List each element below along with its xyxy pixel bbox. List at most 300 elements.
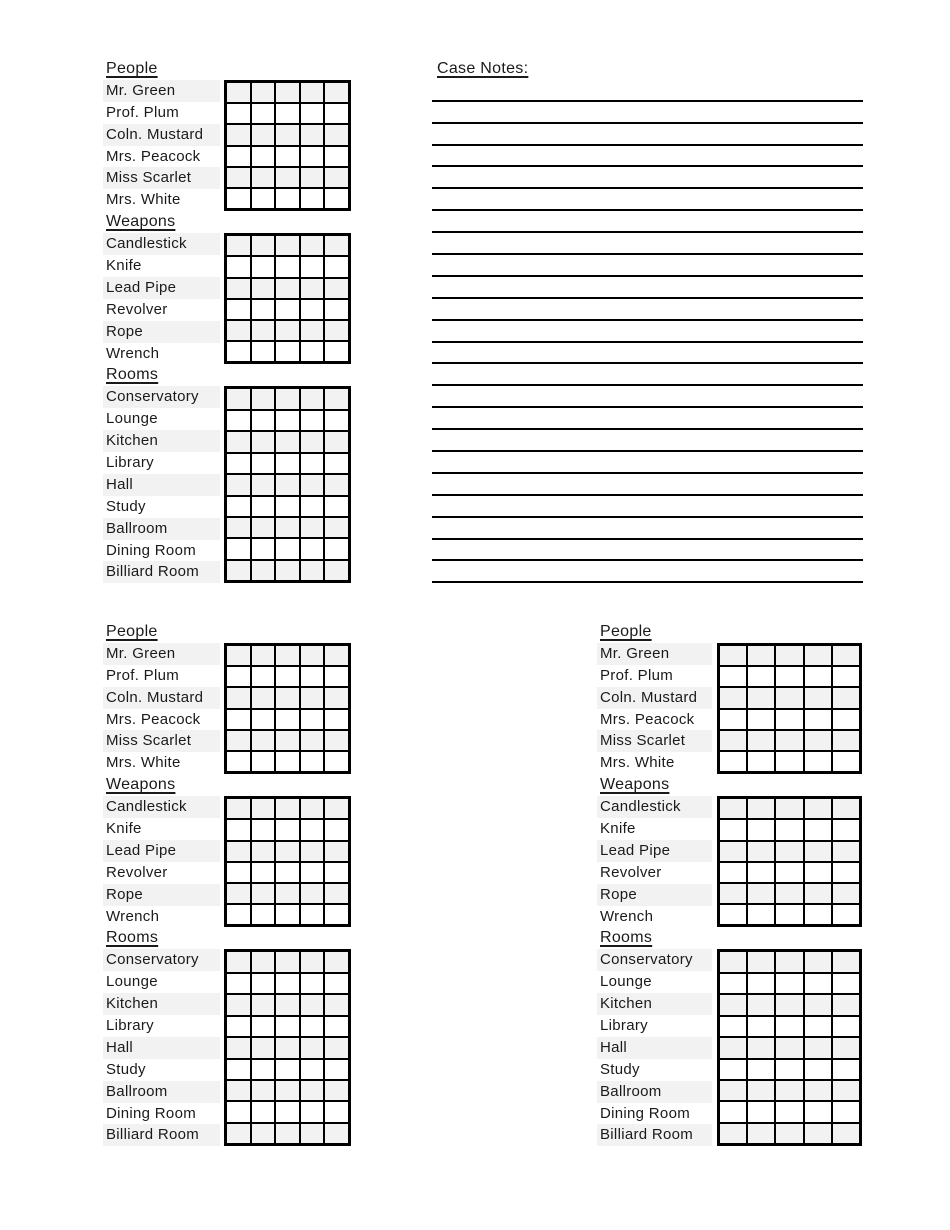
checkbox-cell-rooms-r1-c2[interactable] bbox=[251, 951, 276, 972]
checkbox-cell-rooms-r4-c4[interactable] bbox=[300, 453, 325, 474]
checkbox-cell-people-r2-c2[interactable] bbox=[747, 666, 775, 687]
checkbox-cell-rooms-r9-c5[interactable] bbox=[832, 1123, 860, 1144]
checkbox-cell-rooms-r8-c2[interactable] bbox=[251, 1101, 276, 1122]
checkbox-cell-people-r2-c3[interactable] bbox=[775, 666, 803, 687]
checkbox-cell-weapons-r6-c2[interactable] bbox=[747, 904, 775, 925]
checkbox-cell-rooms-r5-c2[interactable] bbox=[747, 1037, 775, 1058]
checkbox-cell-rooms-r6-c3[interactable] bbox=[275, 496, 300, 517]
checkbox-cell-weapons-r4-c4[interactable] bbox=[300, 299, 325, 320]
checkbox-cell-rooms-r4-c5[interactable] bbox=[832, 1016, 860, 1037]
checkbox-cell-rooms-r1-c5[interactable] bbox=[832, 951, 860, 972]
checkbox-cell-rooms-r1-c5[interactable] bbox=[324, 388, 349, 409]
checkbox-cell-weapons-r3-c1[interactable] bbox=[719, 841, 747, 862]
checkbox-cell-rooms-r9-c4[interactable] bbox=[300, 1123, 325, 1144]
checkbox-cell-rooms-r3-c1[interactable] bbox=[226, 431, 251, 452]
checkbox-cell-weapons-r5-c1[interactable] bbox=[226, 320, 251, 341]
checkbox-cell-people-r5-c4[interactable] bbox=[300, 730, 325, 751]
checkbox-cell-people-r1-c1[interactable] bbox=[226, 645, 251, 666]
checkbox-cell-people-r3-c3[interactable] bbox=[775, 687, 803, 708]
checkbox-cell-weapons-r5-c5[interactable] bbox=[324, 320, 349, 341]
checkbox-cell-people-r4-c1[interactable] bbox=[226, 146, 251, 167]
checkbox-cell-weapons-r5-c4[interactable] bbox=[300, 320, 325, 341]
checkbox-cell-people-r6-c3[interactable] bbox=[275, 188, 300, 209]
checkbox-cell-rooms-r8-c5[interactable] bbox=[324, 1101, 349, 1122]
checkbox-cell-rooms-r2-c3[interactable] bbox=[775, 973, 803, 994]
checkbox-cell-weapons-r1-c5[interactable] bbox=[324, 798, 349, 819]
checkbox-cell-people-r5-c1[interactable] bbox=[719, 730, 747, 751]
checkbox-cell-weapons-r4-c5[interactable] bbox=[324, 299, 349, 320]
checkbox-cell-rooms-r8-c3[interactable] bbox=[775, 1101, 803, 1122]
checkbox-cell-rooms-r9-c4[interactable] bbox=[300, 560, 325, 581]
checkbox-cell-rooms-r8-c3[interactable] bbox=[275, 538, 300, 559]
checkbox-cell-rooms-r2-c2[interactable] bbox=[747, 973, 775, 994]
checkbox-cell-rooms-r8-c4[interactable] bbox=[300, 1101, 325, 1122]
checkbox-cell-rooms-r2-c4[interactable] bbox=[300, 973, 325, 994]
checkbox-cell-people-r6-c1[interactable] bbox=[226, 751, 251, 772]
checkbox-cell-weapons-r3-c2[interactable] bbox=[747, 841, 775, 862]
checkbox-cell-rooms-r7-c5[interactable] bbox=[324, 517, 349, 538]
checkbox-cell-people-r1-c3[interactable] bbox=[275, 82, 300, 103]
checkbox-cell-weapons-r3-c2[interactable] bbox=[251, 278, 276, 299]
checkbox-cell-weapons-r3-c1[interactable] bbox=[226, 841, 251, 862]
checkbox-cell-weapons-r3-c4[interactable] bbox=[804, 841, 832, 862]
checkbox-cell-weapons-r4-c1[interactable] bbox=[226, 862, 251, 883]
checkbox-cell-people-r3-c3[interactable] bbox=[275, 124, 300, 145]
checkbox-cell-rooms-r6-c3[interactable] bbox=[775, 1059, 803, 1080]
checkbox-cell-rooms-r9-c2[interactable] bbox=[251, 560, 276, 581]
checkbox-cell-rooms-r8-c3[interactable] bbox=[275, 1101, 300, 1122]
checkbox-cell-weapons-r5-c2[interactable] bbox=[747, 883, 775, 904]
checkbox-cell-weapons-r4-c2[interactable] bbox=[251, 862, 276, 883]
checkbox-cell-weapons-r1-c1[interactable] bbox=[719, 798, 747, 819]
checkbox-cell-people-r5-c5[interactable] bbox=[832, 730, 860, 751]
checkbox-cell-people-r4-c3[interactable] bbox=[275, 709, 300, 730]
checkbox-cell-people-r1-c5[interactable] bbox=[832, 645, 860, 666]
checkbox-cell-people-r1-c3[interactable] bbox=[775, 645, 803, 666]
checkbox-cell-rooms-r2-c1[interactable] bbox=[226, 410, 251, 431]
checkbox-cell-people-r1-c5[interactable] bbox=[324, 82, 349, 103]
checkbox-cell-people-r2-c5[interactable] bbox=[832, 666, 860, 687]
checkbox-cell-rooms-r7-c1[interactable] bbox=[226, 517, 251, 538]
checkbox-cell-rooms-r6-c5[interactable] bbox=[832, 1059, 860, 1080]
checkbox-cell-weapons-r1-c4[interactable] bbox=[300, 235, 325, 256]
checkbox-cell-rooms-r3-c5[interactable] bbox=[324, 431, 349, 452]
checkbox-cell-weapons-r4-c1[interactable] bbox=[226, 299, 251, 320]
checkbox-cell-rooms-r3-c3[interactable] bbox=[275, 994, 300, 1015]
checkbox-cell-rooms-r6-c2[interactable] bbox=[251, 1059, 276, 1080]
checkbox-cell-people-r5-c2[interactable] bbox=[251, 730, 276, 751]
checkbox-cell-rooms-r2-c4[interactable] bbox=[804, 973, 832, 994]
checkbox-cell-rooms-r4-c3[interactable] bbox=[775, 1016, 803, 1037]
checkbox-cell-people-r2-c2[interactable] bbox=[251, 666, 276, 687]
checkbox-cell-weapons-r2-c5[interactable] bbox=[324, 819, 349, 840]
checkbox-cell-rooms-r4-c3[interactable] bbox=[275, 453, 300, 474]
checkbox-cell-rooms-r8-c2[interactable] bbox=[251, 538, 276, 559]
checkbox-cell-weapons-r6-c4[interactable] bbox=[804, 904, 832, 925]
checkbox-cell-people-r1-c2[interactable] bbox=[251, 82, 276, 103]
checkbox-cell-rooms-r8-c1[interactable] bbox=[719, 1101, 747, 1122]
checkbox-cell-people-r4-c2[interactable] bbox=[747, 709, 775, 730]
checkbox-cell-weapons-r3-c5[interactable] bbox=[324, 278, 349, 299]
checkbox-cell-people-r4-c5[interactable] bbox=[324, 146, 349, 167]
checkbox-cell-rooms-r7-c2[interactable] bbox=[251, 1080, 276, 1101]
checkbox-cell-weapons-r2-c3[interactable] bbox=[775, 819, 803, 840]
checkbox-cell-rooms-r7-c3[interactable] bbox=[775, 1080, 803, 1101]
checkbox-cell-weapons-r1-c3[interactable] bbox=[275, 798, 300, 819]
checkbox-cell-weapons-r1-c3[interactable] bbox=[775, 798, 803, 819]
checkbox-cell-people-r2-c1[interactable] bbox=[226, 103, 251, 124]
checkbox-cell-people-r4-c4[interactable] bbox=[300, 709, 325, 730]
checkbox-cell-weapons-r1-c4[interactable] bbox=[804, 798, 832, 819]
checkbox-cell-weapons-r6-c1[interactable] bbox=[226, 341, 251, 362]
checkbox-cell-people-r6-c2[interactable] bbox=[251, 188, 276, 209]
checkbox-cell-rooms-r5-c5[interactable] bbox=[324, 1037, 349, 1058]
checkbox-cell-rooms-r2-c1[interactable] bbox=[226, 973, 251, 994]
checkbox-cell-people-r3-c5[interactable] bbox=[324, 687, 349, 708]
checkbox-cell-weapons-r3-c5[interactable] bbox=[324, 841, 349, 862]
checkbox-cell-rooms-r7-c4[interactable] bbox=[804, 1080, 832, 1101]
checkbox-cell-weapons-r1-c5[interactable] bbox=[324, 235, 349, 256]
checkbox-cell-rooms-r2-c3[interactable] bbox=[275, 973, 300, 994]
checkbox-cell-rooms-r5-c3[interactable] bbox=[275, 474, 300, 495]
checkbox-cell-rooms-r1-c3[interactable] bbox=[775, 951, 803, 972]
checkbox-cell-people-r6-c5[interactable] bbox=[832, 751, 860, 772]
checkbox-cell-weapons-r5-c1[interactable] bbox=[226, 883, 251, 904]
checkbox-cell-weapons-r3-c4[interactable] bbox=[300, 841, 325, 862]
checkbox-cell-people-r3-c5[interactable] bbox=[832, 687, 860, 708]
checkbox-cell-people-r1-c1[interactable] bbox=[226, 82, 251, 103]
checkbox-cell-weapons-r2-c4[interactable] bbox=[300, 819, 325, 840]
checkbox-cell-rooms-r1-c5[interactable] bbox=[324, 951, 349, 972]
checkbox-cell-rooms-r9-c1[interactable] bbox=[719, 1123, 747, 1144]
checkbox-cell-weapons-r1-c5[interactable] bbox=[832, 798, 860, 819]
checkbox-cell-people-r1-c2[interactable] bbox=[747, 645, 775, 666]
checkbox-cell-rooms-r9-c4[interactable] bbox=[804, 1123, 832, 1144]
checkbox-cell-weapons-r2-c2[interactable] bbox=[251, 256, 276, 277]
checkbox-cell-rooms-r1-c4[interactable] bbox=[300, 388, 325, 409]
checkbox-cell-weapons-r5-c1[interactable] bbox=[719, 883, 747, 904]
checkbox-cell-rooms-r1-c1[interactable] bbox=[226, 388, 251, 409]
checkbox-cell-rooms-r6-c4[interactable] bbox=[300, 496, 325, 517]
checkbox-cell-weapons-r4-c2[interactable] bbox=[251, 299, 276, 320]
checkbox-cell-people-r1-c4[interactable] bbox=[300, 645, 325, 666]
checkbox-cell-rooms-r7-c4[interactable] bbox=[300, 1080, 325, 1101]
checkbox-cell-people-r3-c2[interactable] bbox=[251, 124, 276, 145]
checkbox-cell-rooms-r2-c2[interactable] bbox=[251, 410, 276, 431]
checkbox-cell-people-r2-c4[interactable] bbox=[300, 103, 325, 124]
checkbox-cell-people-r3-c3[interactable] bbox=[275, 687, 300, 708]
checkbox-cell-rooms-r7-c2[interactable] bbox=[747, 1080, 775, 1101]
checkbox-cell-rooms-r3-c2[interactable] bbox=[251, 431, 276, 452]
checkbox-cell-weapons-r4-c1[interactable] bbox=[719, 862, 747, 883]
checkbox-cell-weapons-r4-c2[interactable] bbox=[747, 862, 775, 883]
checkbox-cell-people-r1-c4[interactable] bbox=[300, 82, 325, 103]
checkbox-cell-weapons-r5-c3[interactable] bbox=[275, 883, 300, 904]
checkbox-cell-rooms-r5-c1[interactable] bbox=[719, 1037, 747, 1058]
checkbox-cell-people-r2-c3[interactable] bbox=[275, 666, 300, 687]
checkbox-cell-rooms-r4-c5[interactable] bbox=[324, 1016, 349, 1037]
checkbox-cell-people-r2-c4[interactable] bbox=[804, 666, 832, 687]
checkbox-cell-rooms-r8-c1[interactable] bbox=[226, 538, 251, 559]
checkbox-cell-rooms-r2-c4[interactable] bbox=[300, 410, 325, 431]
checkbox-cell-weapons-r6-c3[interactable] bbox=[775, 904, 803, 925]
checkbox-cell-weapons-r1-c2[interactable] bbox=[251, 798, 276, 819]
checkbox-cell-weapons-r3-c1[interactable] bbox=[226, 278, 251, 299]
checkbox-cell-rooms-r5-c5[interactable] bbox=[324, 474, 349, 495]
checkbox-cell-rooms-r5-c1[interactable] bbox=[226, 1037, 251, 1058]
checkbox-cell-weapons-r4-c3[interactable] bbox=[775, 862, 803, 883]
checkbox-cell-people-r4-c1[interactable] bbox=[719, 709, 747, 730]
checkbox-cell-people-r3-c4[interactable] bbox=[300, 687, 325, 708]
checkbox-cell-weapons-r4-c4[interactable] bbox=[804, 862, 832, 883]
checkbox-cell-rooms-r7-c1[interactable] bbox=[719, 1080, 747, 1101]
checkbox-cell-rooms-r5-c3[interactable] bbox=[775, 1037, 803, 1058]
checkbox-cell-weapons-r6-c5[interactable] bbox=[324, 341, 349, 362]
checkbox-cell-people-r5-c2[interactable] bbox=[251, 167, 276, 188]
checkbox-cell-weapons-r6-c3[interactable] bbox=[275, 904, 300, 925]
checkbox-cell-people-r1-c2[interactable] bbox=[251, 645, 276, 666]
checkbox-cell-people-r6-c5[interactable] bbox=[324, 751, 349, 772]
checkbox-cell-weapons-r5-c3[interactable] bbox=[275, 320, 300, 341]
checkbox-cell-weapons-r4-c3[interactable] bbox=[275, 862, 300, 883]
checkbox-cell-rooms-r3-c2[interactable] bbox=[747, 994, 775, 1015]
checkbox-cell-people-r4-c2[interactable] bbox=[251, 709, 276, 730]
checkbox-cell-people-r5-c5[interactable] bbox=[324, 167, 349, 188]
checkbox-cell-rooms-r1-c4[interactable] bbox=[804, 951, 832, 972]
checkbox-cell-weapons-r2-c1[interactable] bbox=[719, 819, 747, 840]
checkbox-cell-rooms-r4-c4[interactable] bbox=[804, 1016, 832, 1037]
checkbox-cell-people-r4-c3[interactable] bbox=[775, 709, 803, 730]
checkbox-cell-rooms-r2-c5[interactable] bbox=[324, 410, 349, 431]
checkbox-cell-rooms-r4-c1[interactable] bbox=[226, 1016, 251, 1037]
checkbox-cell-people-r6-c2[interactable] bbox=[747, 751, 775, 772]
checkbox-cell-rooms-r9-c1[interactable] bbox=[226, 1123, 251, 1144]
checkbox-cell-rooms-r6-c4[interactable] bbox=[300, 1059, 325, 1080]
checkbox-cell-people-r3-c1[interactable] bbox=[226, 124, 251, 145]
checkbox-cell-people-r3-c4[interactable] bbox=[804, 687, 832, 708]
checkbox-cell-weapons-r5-c3[interactable] bbox=[775, 883, 803, 904]
checkbox-cell-people-r5-c4[interactable] bbox=[300, 167, 325, 188]
checkbox-cell-people-r6-c2[interactable] bbox=[251, 751, 276, 772]
checkbox-cell-weapons-r6-c4[interactable] bbox=[300, 904, 325, 925]
checkbox-cell-rooms-r5-c4[interactable] bbox=[300, 474, 325, 495]
checkbox-cell-weapons-r6-c1[interactable] bbox=[719, 904, 747, 925]
checkbox-cell-rooms-r9-c5[interactable] bbox=[324, 1123, 349, 1144]
checkbox-cell-rooms-r9-c1[interactable] bbox=[226, 560, 251, 581]
checkbox-cell-people-r6-c5[interactable] bbox=[324, 188, 349, 209]
checkbox-cell-people-r5-c2[interactable] bbox=[747, 730, 775, 751]
checkbox-cell-rooms-r4-c2[interactable] bbox=[251, 1016, 276, 1037]
checkbox-cell-people-r3-c1[interactable] bbox=[226, 687, 251, 708]
checkbox-cell-people-r2-c2[interactable] bbox=[251, 103, 276, 124]
checkbox-cell-rooms-r9-c2[interactable] bbox=[747, 1123, 775, 1144]
checkbox-cell-rooms-r1-c2[interactable] bbox=[747, 951, 775, 972]
checkbox-cell-weapons-r5-c2[interactable] bbox=[251, 883, 276, 904]
checkbox-cell-people-r3-c2[interactable] bbox=[251, 687, 276, 708]
checkbox-cell-weapons-r5-c5[interactable] bbox=[324, 883, 349, 904]
checkbox-cell-rooms-r3-c3[interactable] bbox=[775, 994, 803, 1015]
checkbox-cell-people-r3-c2[interactable] bbox=[747, 687, 775, 708]
checkbox-cell-people-r6-c4[interactable] bbox=[300, 751, 325, 772]
checkbox-cell-people-r1-c3[interactable] bbox=[275, 645, 300, 666]
checkbox-cell-rooms-r7-c2[interactable] bbox=[251, 517, 276, 538]
checkbox-cell-rooms-r8-c2[interactable] bbox=[747, 1101, 775, 1122]
checkbox-cell-people-r2-c1[interactable] bbox=[226, 666, 251, 687]
checkbox-cell-weapons-r6-c2[interactable] bbox=[251, 341, 276, 362]
checkbox-cell-rooms-r5-c1[interactable] bbox=[226, 474, 251, 495]
checkbox-cell-weapons-r6-c1[interactable] bbox=[226, 904, 251, 925]
checkbox-cell-weapons-r3-c2[interactable] bbox=[251, 841, 276, 862]
checkbox-cell-rooms-r9-c3[interactable] bbox=[275, 560, 300, 581]
checkbox-cell-rooms-r3-c4[interactable] bbox=[300, 431, 325, 452]
checkbox-cell-rooms-r5-c4[interactable] bbox=[804, 1037, 832, 1058]
checkbox-cell-weapons-r2-c5[interactable] bbox=[324, 256, 349, 277]
checkbox-cell-rooms-r8-c1[interactable] bbox=[226, 1101, 251, 1122]
checkbox-cell-people-r1-c1[interactable] bbox=[719, 645, 747, 666]
checkbox-cell-weapons-r2-c5[interactable] bbox=[832, 819, 860, 840]
checkbox-cell-people-r2-c1[interactable] bbox=[719, 666, 747, 687]
checkbox-cell-people-r4-c3[interactable] bbox=[275, 146, 300, 167]
checkbox-cell-rooms-r5-c4[interactable] bbox=[300, 1037, 325, 1058]
checkbox-cell-rooms-r7-c5[interactable] bbox=[324, 1080, 349, 1101]
checkbox-cell-people-r3-c4[interactable] bbox=[300, 124, 325, 145]
checkbox-cell-people-r6-c1[interactable] bbox=[719, 751, 747, 772]
checkbox-cell-rooms-r7-c3[interactable] bbox=[275, 517, 300, 538]
checkbox-cell-rooms-r4-c1[interactable] bbox=[719, 1016, 747, 1037]
checkbox-cell-rooms-r3-c3[interactable] bbox=[275, 431, 300, 452]
checkbox-cell-rooms-r1-c3[interactable] bbox=[275, 388, 300, 409]
checkbox-cell-weapons-r3-c3[interactable] bbox=[775, 841, 803, 862]
checkbox-cell-rooms-r1-c2[interactable] bbox=[251, 388, 276, 409]
checkbox-cell-rooms-r3-c5[interactable] bbox=[324, 994, 349, 1015]
checkbox-cell-weapons-r2-c2[interactable] bbox=[251, 819, 276, 840]
checkbox-cell-weapons-r6-c4[interactable] bbox=[300, 341, 325, 362]
checkbox-cell-weapons-r4-c5[interactable] bbox=[324, 862, 349, 883]
checkbox-cell-people-r4-c4[interactable] bbox=[300, 146, 325, 167]
checkbox-cell-rooms-r9-c2[interactable] bbox=[251, 1123, 276, 1144]
checkbox-cell-weapons-r3-c5[interactable] bbox=[832, 841, 860, 862]
checkbox-cell-weapons-r2-c3[interactable] bbox=[275, 256, 300, 277]
checkbox-cell-rooms-r1-c1[interactable] bbox=[719, 951, 747, 972]
checkbox-cell-weapons-r4-c5[interactable] bbox=[832, 862, 860, 883]
checkbox-cell-people-r4-c5[interactable] bbox=[324, 709, 349, 730]
checkbox-cell-rooms-r6-c2[interactable] bbox=[251, 496, 276, 517]
checkbox-cell-weapons-r4-c3[interactable] bbox=[275, 299, 300, 320]
checkbox-cell-people-r5-c3[interactable] bbox=[275, 167, 300, 188]
checkbox-cell-rooms-r9-c5[interactable] bbox=[324, 560, 349, 581]
checkbox-cell-weapons-r1-c4[interactable] bbox=[300, 798, 325, 819]
checkbox-cell-rooms-r9-c3[interactable] bbox=[275, 1123, 300, 1144]
checkbox-cell-people-r4-c5[interactable] bbox=[832, 709, 860, 730]
checkbox-cell-weapons-r2-c4[interactable] bbox=[300, 256, 325, 277]
checkbox-cell-people-r5-c1[interactable] bbox=[226, 167, 251, 188]
checkbox-cell-people-r1-c5[interactable] bbox=[324, 645, 349, 666]
checkbox-cell-people-r5-c4[interactable] bbox=[804, 730, 832, 751]
checkbox-cell-people-r5-c5[interactable] bbox=[324, 730, 349, 751]
checkbox-cell-weapons-r1-c3[interactable] bbox=[275, 235, 300, 256]
checkbox-cell-weapons-r1-c2[interactable] bbox=[251, 235, 276, 256]
checkbox-cell-weapons-r2-c3[interactable] bbox=[275, 819, 300, 840]
checkbox-cell-people-r6-c3[interactable] bbox=[775, 751, 803, 772]
checkbox-cell-rooms-r6-c5[interactable] bbox=[324, 1059, 349, 1080]
checkbox-cell-weapons-r6-c2[interactable] bbox=[251, 904, 276, 925]
checkbox-cell-people-r5-c1[interactable] bbox=[226, 730, 251, 751]
checkbox-cell-rooms-r8-c4[interactable] bbox=[804, 1101, 832, 1122]
checkbox-cell-weapons-r1-c1[interactable] bbox=[226, 798, 251, 819]
checkbox-cell-people-r1-c4[interactable] bbox=[804, 645, 832, 666]
checkbox-cell-rooms-r8-c4[interactable] bbox=[300, 538, 325, 559]
checkbox-cell-weapons-r1-c1[interactable] bbox=[226, 235, 251, 256]
checkbox-cell-weapons-r2-c2[interactable] bbox=[747, 819, 775, 840]
checkbox-cell-rooms-r7-c5[interactable] bbox=[832, 1080, 860, 1101]
checkbox-cell-rooms-r3-c1[interactable] bbox=[719, 994, 747, 1015]
checkbox-cell-rooms-r3-c2[interactable] bbox=[251, 994, 276, 1015]
checkbox-cell-rooms-r6-c1[interactable] bbox=[226, 1059, 251, 1080]
checkbox-cell-rooms-r2-c5[interactable] bbox=[832, 973, 860, 994]
checkbox-cell-weapons-r5-c4[interactable] bbox=[300, 883, 325, 904]
checkbox-cell-rooms-r6-c2[interactable] bbox=[747, 1059, 775, 1080]
checkbox-cell-rooms-r2-c2[interactable] bbox=[251, 973, 276, 994]
checkbox-cell-rooms-r5-c3[interactable] bbox=[275, 1037, 300, 1058]
checkbox-cell-rooms-r4-c2[interactable] bbox=[747, 1016, 775, 1037]
checkbox-cell-rooms-r5-c2[interactable] bbox=[251, 1037, 276, 1058]
checkbox-cell-weapons-r3-c3[interactable] bbox=[275, 278, 300, 299]
checkbox-cell-people-r2-c5[interactable] bbox=[324, 666, 349, 687]
checkbox-cell-weapons-r6-c3[interactable] bbox=[275, 341, 300, 362]
checkbox-cell-people-r4-c1[interactable] bbox=[226, 709, 251, 730]
checkbox-cell-people-r4-c4[interactable] bbox=[804, 709, 832, 730]
checkbox-cell-people-r6-c3[interactable] bbox=[275, 751, 300, 772]
checkbox-cell-people-r5-c3[interactable] bbox=[775, 730, 803, 751]
checkbox-cell-rooms-r3-c1[interactable] bbox=[226, 994, 251, 1015]
checkbox-cell-rooms-r3-c5[interactable] bbox=[832, 994, 860, 1015]
checkbox-cell-weapons-r6-c5[interactable] bbox=[832, 904, 860, 925]
checkbox-cell-rooms-r5-c5[interactable] bbox=[832, 1037, 860, 1058]
checkbox-cell-people-r2-c4[interactable] bbox=[300, 666, 325, 687]
checkbox-cell-rooms-r6-c5[interactable] bbox=[324, 496, 349, 517]
checkbox-cell-weapons-r2-c1[interactable] bbox=[226, 256, 251, 277]
checkbox-cell-weapons-r5-c4[interactable] bbox=[804, 883, 832, 904]
checkbox-cell-rooms-r3-c4[interactable] bbox=[804, 994, 832, 1015]
checkbox-cell-people-r3-c5[interactable] bbox=[324, 124, 349, 145]
checkbox-cell-weapons-r3-c4[interactable] bbox=[300, 278, 325, 299]
checkbox-cell-weapons-r2-c1[interactable] bbox=[226, 819, 251, 840]
checkbox-cell-rooms-r1-c1[interactable] bbox=[226, 951, 251, 972]
checkbox-cell-people-r4-c2[interactable] bbox=[251, 146, 276, 167]
checkbox-cell-rooms-r4-c5[interactable] bbox=[324, 453, 349, 474]
checkbox-cell-weapons-r4-c4[interactable] bbox=[300, 862, 325, 883]
checkbox-cell-people-r6-c4[interactable] bbox=[300, 188, 325, 209]
checkbox-cell-rooms-r1-c3[interactable] bbox=[275, 951, 300, 972]
checkbox-cell-rooms-r4-c1[interactable] bbox=[226, 453, 251, 474]
checkbox-cell-rooms-r8-c5[interactable] bbox=[832, 1101, 860, 1122]
checkbox-cell-rooms-r7-c4[interactable] bbox=[300, 517, 325, 538]
checkbox-cell-rooms-r6-c1[interactable] bbox=[719, 1059, 747, 1080]
checkbox-cell-rooms-r8-c5[interactable] bbox=[324, 538, 349, 559]
checkbox-cell-people-r3-c1[interactable] bbox=[719, 687, 747, 708]
checkbox-cell-rooms-r5-c2[interactable] bbox=[251, 474, 276, 495]
checkbox-cell-rooms-r2-c3[interactable] bbox=[275, 410, 300, 431]
checkbox-cell-rooms-r7-c3[interactable] bbox=[275, 1080, 300, 1101]
checkbox-cell-people-r2-c3[interactable] bbox=[275, 103, 300, 124]
checkbox-cell-rooms-r4-c4[interactable] bbox=[300, 1016, 325, 1037]
checkbox-cell-rooms-r7-c1[interactable] bbox=[226, 1080, 251, 1101]
checkbox-cell-weapons-r2-c4[interactable] bbox=[804, 819, 832, 840]
checkbox-cell-rooms-r2-c5[interactable] bbox=[324, 973, 349, 994]
checkbox-cell-rooms-r9-c3[interactable] bbox=[775, 1123, 803, 1144]
checkbox-cell-people-r5-c3[interactable] bbox=[275, 730, 300, 751]
checkbox-cell-weapons-r1-c2[interactable] bbox=[747, 798, 775, 819]
